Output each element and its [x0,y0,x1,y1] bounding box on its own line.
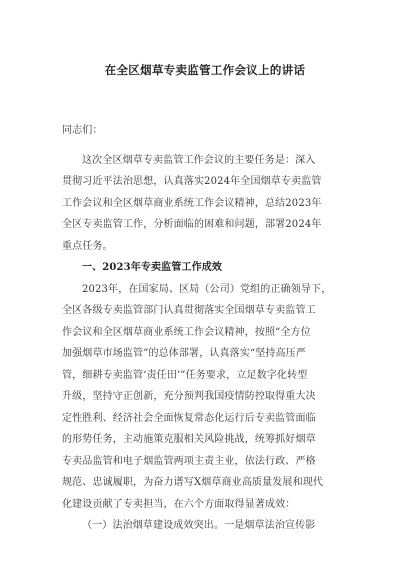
text-line: 作会议和全区烟草商业系统工作会议精神，按照“全方位 [62,326,311,338]
text-line: 升级，坚持守正创新，充分预判我国疫情防控取得重大决 [62,391,316,402]
text-line: 规范、忠诚履职，为奋力谱写X烟草商业高质量发展和现代 [62,477,324,488]
document-title: 在全区烟草专卖监管工作会议上的讲话 [104,63,306,77]
paragraph-intro [62,150,354,258]
section-heading: 一、2023年专卖监管工作成效 [82,262,223,273]
text-line: 全区专卖监管工作，分析面临的困难和问题，部署2024年 [62,219,322,230]
text-line: 工作会议和全区烟草商业系统工作会议精神，总结2023年 [62,197,322,209]
text-line: 2023年，在国家局、区局（公司）党组的正确领导下， [82,283,332,295]
text-line: 这次全区烟草专卖监管工作会议的主要任务是：深入 [82,154,316,166]
paragraph-gap [62,142,354,150]
text-line: 专卖品监管和电子烟监管两项主责主业，依法行政、严格 [62,455,316,467]
text-line: 的形势任务，主动施策克服相关风险挑战，统筹抓好烟草 [62,434,316,445]
paragraph-achievements [62,279,354,516]
text-line: 定性胜利、经济社会全面恢复常态化运行后专卖监管面临 [62,412,316,424]
salutation: 同志们： [62,125,103,136]
text-line: 化建设贡献了专卖担当，在六个方面取得显著成效： [62,498,296,510]
subsection-heading: （一）法治烟草建设成效突出。一是烟草法治宣传影 [82,520,316,531]
text-line: 贯彻习近平法治思想，认真落实2024年全国烟草专卖监管 [62,176,322,187]
document-body [62,120,354,537]
text-line: 管，细耕专卖监管‘责任田’”任务要求，立足数字化转型 [62,369,308,381]
text-line: 重点任务。 [62,240,113,252]
text-line: 加强烟草市场监管”的总体部署，认真落实“坚持高压严 [62,348,306,359]
text-line: 全区各级专卖监管部门认真贯彻落实全国烟草专卖监管工 [62,305,316,316]
